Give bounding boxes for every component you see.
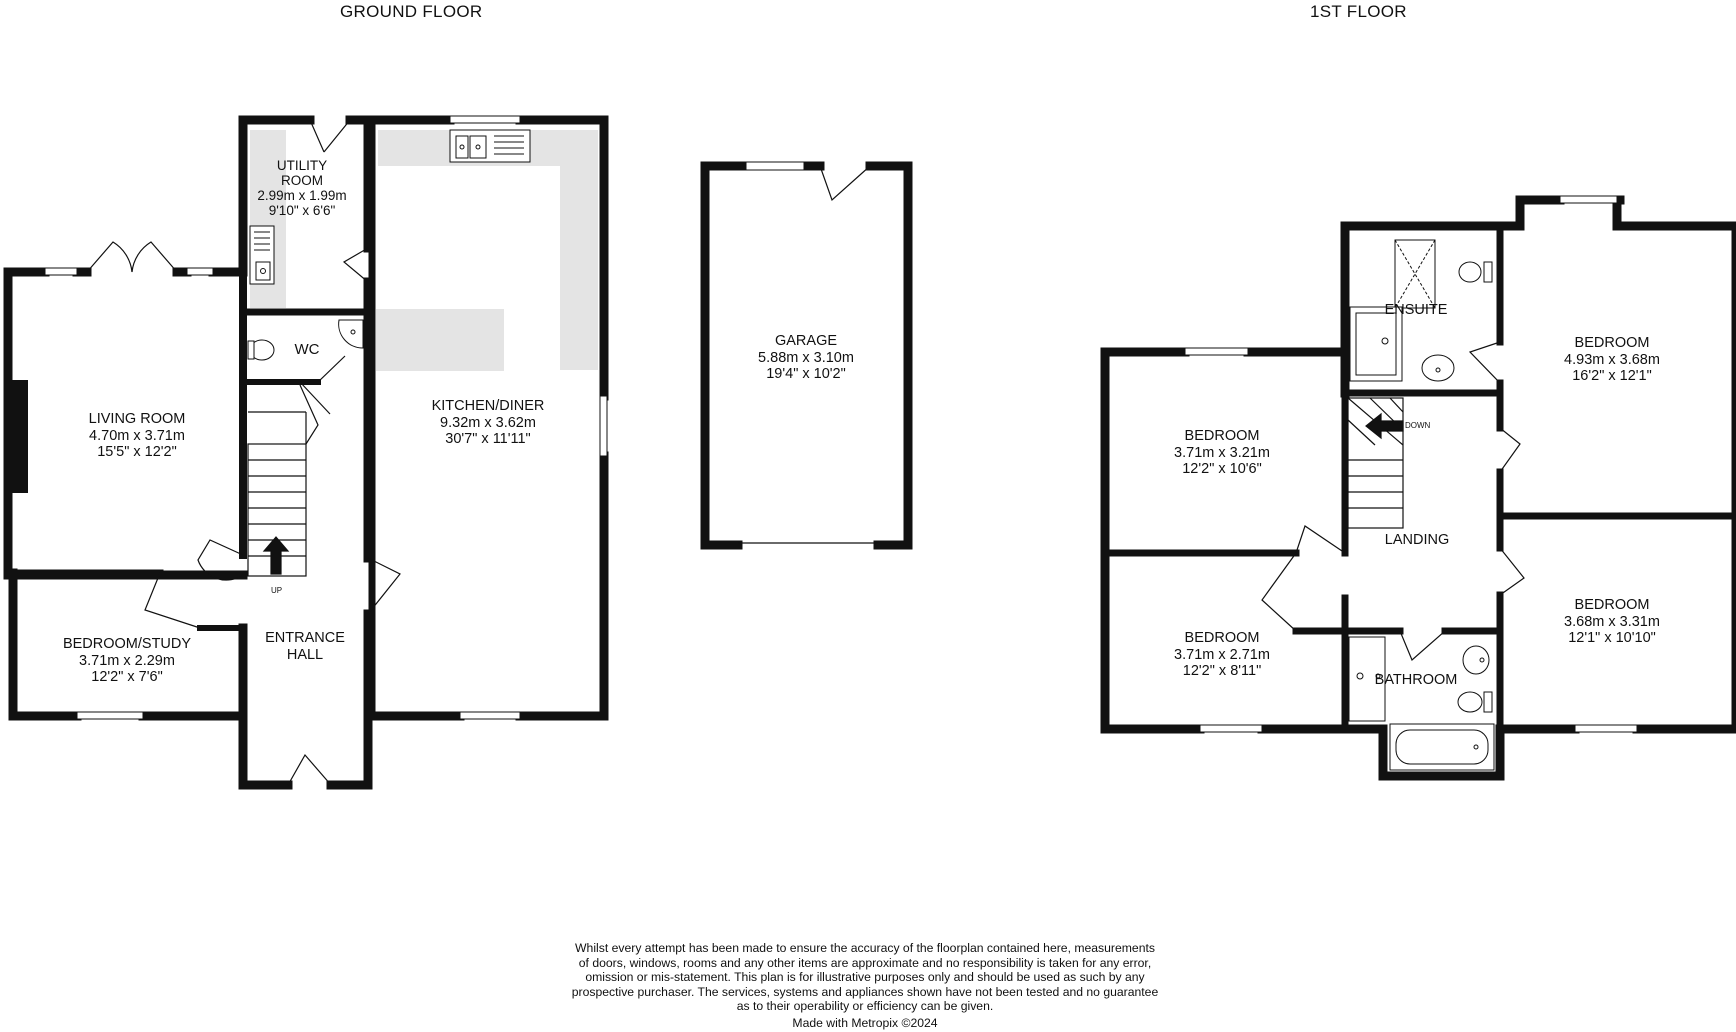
garage-label bbox=[758, 333, 854, 383]
bedroom-1-metric: 4.93m x 3.68m bbox=[1564, 351, 1660, 368]
living-room-name: LIVING ROOM bbox=[88, 411, 186, 427]
bedroom-4-metric: 3.71m x 2.71m bbox=[1174, 646, 1270, 663]
utility-room-metric: 2.99m x 1.99m bbox=[257, 188, 347, 203]
utility-room-label bbox=[257, 158, 346, 218]
bedroom-4-name: BEDROOM bbox=[1184, 630, 1260, 646]
ground-staircase bbox=[248, 385, 318, 576]
disclaimer-line: Whilst every attempt has been made to ensure the accuracy of the floorplan contained here, measurements bbox=[575, 941, 1155, 955]
bedroom-2-imperial: 12'2" x 10'6" bbox=[1182, 461, 1262, 477]
stair-down-label: DOWN bbox=[1405, 421, 1431, 430]
first-fixtures bbox=[1349, 240, 1494, 770]
wc-name: WC bbox=[294, 341, 320, 358]
bedroom-study-imperial: 12'2" x 7'6" bbox=[91, 669, 163, 685]
first-staircase bbox=[1348, 398, 1403, 528]
bedroom-2-label bbox=[1174, 428, 1270, 478]
kitchen-diner-metric: 9.32m x 3.62m bbox=[440, 414, 536, 431]
bedroom-1-name: BEDROOM bbox=[1574, 335, 1650, 351]
bedroom-study-name: BEDROOM/STUDY bbox=[62, 636, 192, 652]
garage-metric: 5.88m x 3.10m bbox=[758, 349, 854, 366]
ensuite-label bbox=[1385, 302, 1448, 319]
first-floor-title: 1ST FLOOR bbox=[1310, 2, 1407, 21]
metropix-credit: Made with Metropix ©2024 bbox=[792, 1016, 938, 1030]
garage-name: GARAGE bbox=[774, 333, 838, 349]
disclaimer-text bbox=[540, 941, 1190, 1014]
kitchen-diner-label bbox=[432, 398, 545, 448]
bathroom-label bbox=[1375, 672, 1458, 689]
entrance-hall-label bbox=[265, 630, 345, 663]
kitchen-diner-name: KITCHEN/DINER bbox=[431, 398, 545, 414]
utility-room-imperial: 9'10" x 6'6" bbox=[268, 203, 336, 218]
bedroom-3-name: BEDROOM bbox=[1574, 597, 1650, 613]
first-floor-plan bbox=[1105, 196, 1736, 776]
bedroom-4-label bbox=[1174, 630, 1270, 680]
bedroom-2-name: BEDROOM bbox=[1184, 428, 1260, 444]
stair-up-label: UP bbox=[271, 586, 283, 595]
bathroom-name: BATHROOM bbox=[1374, 672, 1458, 688]
bedroom-study-metric: 3.71m x 2.29m bbox=[79, 652, 175, 669]
utility-room-name: UTILITY bbox=[276, 158, 328, 173]
utility-room-name: ROOM bbox=[280, 173, 323, 188]
bedroom-1-label bbox=[1564, 335, 1660, 385]
entrance-hall-name: ENTRANCE bbox=[265, 630, 345, 646]
ensuite-name: ENSUITE bbox=[1384, 302, 1448, 318]
disclaimer-line: prospective purchaser. The services, systems and appliances shown have not been tested and no guarantee bbox=[571, 984, 1159, 999]
bedroom-4-imperial: 12'2" x 8'11" bbox=[1182, 663, 1262, 679]
disclaimer-line: omission or mis-statement. This plan is for illustrative purposes only and should be used as such by any bbox=[585, 970, 1145, 985]
entrance-hall-name: HALL bbox=[286, 646, 324, 663]
bedroom-2-metric: 3.71m x 3.21m bbox=[1174, 444, 1270, 461]
bedroom-3-metric: 3.68m x 3.31m bbox=[1564, 613, 1660, 630]
landing-name: LANDING bbox=[1384, 532, 1450, 548]
garage-imperial: 19'4" x 10'2" bbox=[766, 366, 846, 382]
bedroom-1-imperial: 16'2" x 12'1" bbox=[1572, 368, 1652, 384]
landing-label bbox=[1385, 532, 1449, 549]
bedroom-3-imperial: 12'1" x 10'10" bbox=[1568, 630, 1656, 646]
living-room-label bbox=[89, 411, 186, 461]
living-room-metric: 4.70m x 3.71m bbox=[89, 427, 185, 444]
bedroom-study-label bbox=[63, 636, 191, 686]
disclaimer-line: of doors, windows, rooms and any other items are approximate and no responsibility is taken for any error, bbox=[578, 955, 1152, 970]
ground-floor-title: GROUND FLOOR bbox=[340, 2, 483, 21]
living-room-imperial: 15'5" x 12'2" bbox=[97, 444, 177, 460]
fireplace-chimney-breast bbox=[12, 380, 28, 493]
wc-label bbox=[295, 342, 320, 359]
disclaimer-line: as to their operability or efficiency can be given. bbox=[736, 999, 994, 1014]
kitchen-diner-imperial: 30'7" x 11'11" bbox=[445, 431, 531, 447]
bedroom-3-label bbox=[1564, 597, 1660, 647]
